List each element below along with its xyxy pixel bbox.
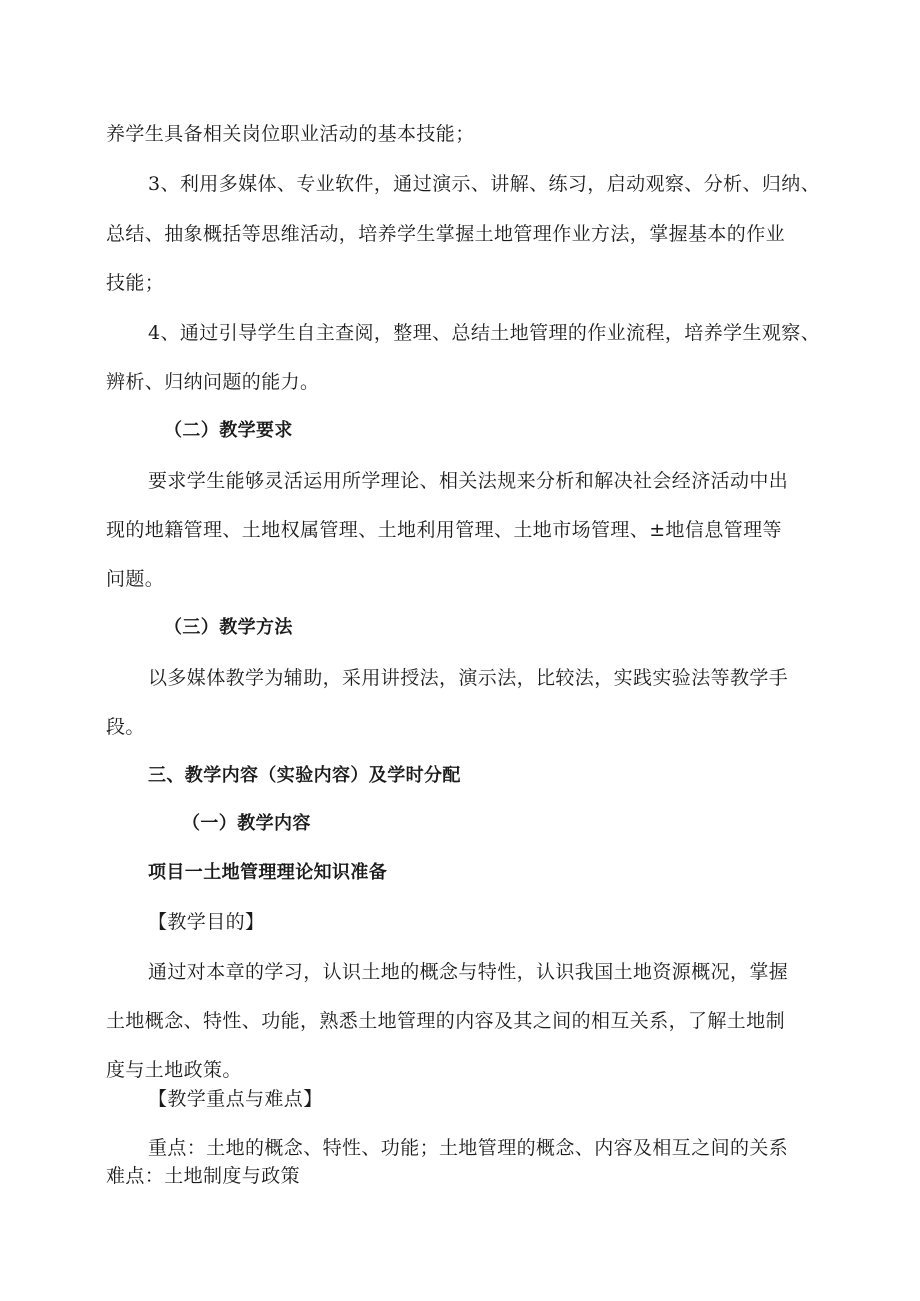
paragraph-line: 技能； [106,272,165,294]
section-heading: （二）教学要求 [164,420,293,441]
paragraph-line: 养学生具备相关岗位职业活动的基本技能； [106,123,475,145]
bracket-heading: 【教学重点与难点】 [148,1088,323,1110]
section-heading: （三）教学方法 [164,617,293,638]
bracket-heading: 【教学目的】 [148,911,265,933]
paragraph-line: 4、通过引导学生自主查阅，整理、总结土地管理的作业流程，培养学生观察、 [148,322,821,344]
paragraph-line: 度与土地政策。 [106,1059,242,1081]
paragraph-line: 要求学生能够灵活运用所学理论、相关法规来分析和解决社会经济活动中出 [148,470,789,492]
paragraph-line: 以多媒体教学为辅助，采用讲授法，演示法，比较法，实践实验法等教学手 [148,667,789,689]
paragraph-line: 3、利用多媒体、专业软件，通过演示、讲解、练习，启动观察、分析、归纳、 [148,173,821,195]
paragraph-line: 难点：土地制度与政策 [106,1165,301,1187]
paragraph-line: 土地概念、特性、功能，熟悉土地管理的内容及其之间的相互关系，了解土地制 [106,1010,786,1032]
project-heading: 项目一土地管理理论知识准备 [148,862,388,883]
paragraph-line: 段。 [106,716,145,738]
paragraph-line: 辨析、归纳问题的能力。 [106,371,320,393]
section-heading: （一）教学内容 [182,813,311,834]
chapter-heading: 三、教学内容（实验内容）及学时分配 [148,765,461,786]
paragraph-line: 现的地籍管理、土地权属管理、土地利用管理、土地市场管理、±地信息管理等 [106,519,782,541]
paragraph-line: 问题。 [106,568,165,590]
paragraph-line: 总结、抽象概括等思维活动，培养学生掌握土地管理作业方法，掌握基本的作业 [106,223,786,245]
paragraph-line: 通过对本章的学习，认识土地的概念与特性，认识我国土地资源概况，掌握 [148,961,789,983]
paragraph-line: 重点：土地的概念、特性、功能；土地管理的概念、内容及相互之间的关系 [148,1137,789,1159]
